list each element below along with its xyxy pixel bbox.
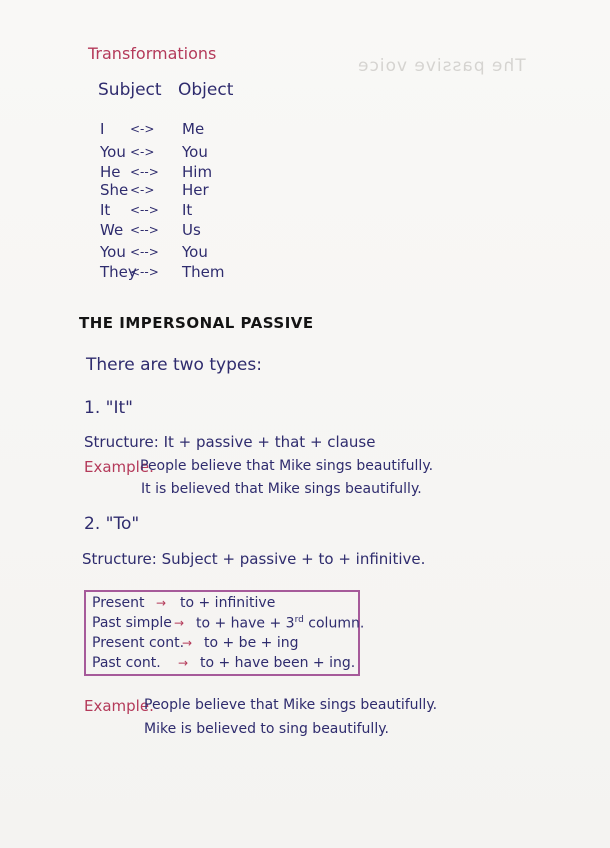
pronoun-arrow: <--> xyxy=(130,203,159,217)
pronoun-subject: He xyxy=(100,163,121,181)
type2-structure: Structure: Subject + passive + to + infinitive. xyxy=(82,550,426,568)
pronoun-object: Him xyxy=(182,163,213,181)
type1-structure: Structure: It + passive + that + clause xyxy=(84,433,376,451)
tense-rules-box xyxy=(84,590,365,676)
pronoun-object: Me xyxy=(182,120,205,138)
arrow-icon: → xyxy=(178,656,189,670)
tense-rule: to + have been + ing. xyxy=(200,655,356,671)
type2-example-label: Example. xyxy=(84,697,154,715)
bleed-through-text: The passive voice xyxy=(357,56,526,76)
pronoun-subject: They xyxy=(100,263,137,281)
pronoun-object: You xyxy=(182,143,208,161)
pronoun-object: You xyxy=(182,243,208,261)
pronoun-subject: I xyxy=(100,120,105,138)
type2-example-passive: Mike is believed to sing beautifully. xyxy=(144,721,389,737)
type1-example-passive: It is believed that Mike sings beautifully. xyxy=(141,481,422,497)
pronoun-subject: You xyxy=(100,143,126,161)
arrow-icon: → xyxy=(174,616,185,630)
pronoun-arrow: <--> xyxy=(130,223,159,237)
type1-example-active: People believe that Mike sings beautifully. xyxy=(140,458,434,474)
intro-text: There are two types: xyxy=(86,355,262,375)
pronoun-arrow: <-> xyxy=(130,122,155,136)
tense-name: Present xyxy=(92,595,145,611)
pronoun-arrow: <-> xyxy=(130,145,155,159)
type1-title: 1. "It" xyxy=(84,398,133,418)
pronoun-object: Us xyxy=(182,221,201,239)
pronoun-object: Them xyxy=(182,263,225,281)
tense-rule: to + have + 3rd column. xyxy=(196,615,365,632)
pronoun-arrow: <-> xyxy=(130,183,155,197)
type1-example-label: Example. xyxy=(84,458,154,476)
pronoun-object: Her xyxy=(182,181,209,199)
tense-name: Present cont. xyxy=(92,635,185,651)
arrow-icon: → xyxy=(156,596,167,610)
pronoun-object: It xyxy=(182,201,193,219)
type2-title: 2. "To" xyxy=(84,514,140,534)
pronoun-subject: She xyxy=(100,181,129,199)
tense-rule: to + be + ing xyxy=(204,635,299,651)
pronoun-arrow: <--> xyxy=(130,165,159,179)
tense-name: Past simple xyxy=(92,615,172,631)
tense-name: Past cont. xyxy=(92,655,161,671)
pronoun-arrow: <--> xyxy=(130,265,159,279)
arrow-icon: → xyxy=(182,636,193,650)
type2-example-active: People believe that Mike sings beautifully. xyxy=(144,697,438,713)
pronoun-subject: It xyxy=(100,201,111,219)
pronoun-subject: We xyxy=(100,221,124,239)
object-header: Object xyxy=(178,80,234,100)
transformations-title: Transformations xyxy=(88,44,217,63)
pronoun-subject: You xyxy=(100,243,126,261)
subject-header: Subject xyxy=(98,80,162,100)
pronoun-arrow: <--> xyxy=(130,245,159,259)
section-heading: THE IMPERSONAL PASSIVE xyxy=(79,314,314,332)
tense-rule: to + infinitive xyxy=(180,595,276,611)
